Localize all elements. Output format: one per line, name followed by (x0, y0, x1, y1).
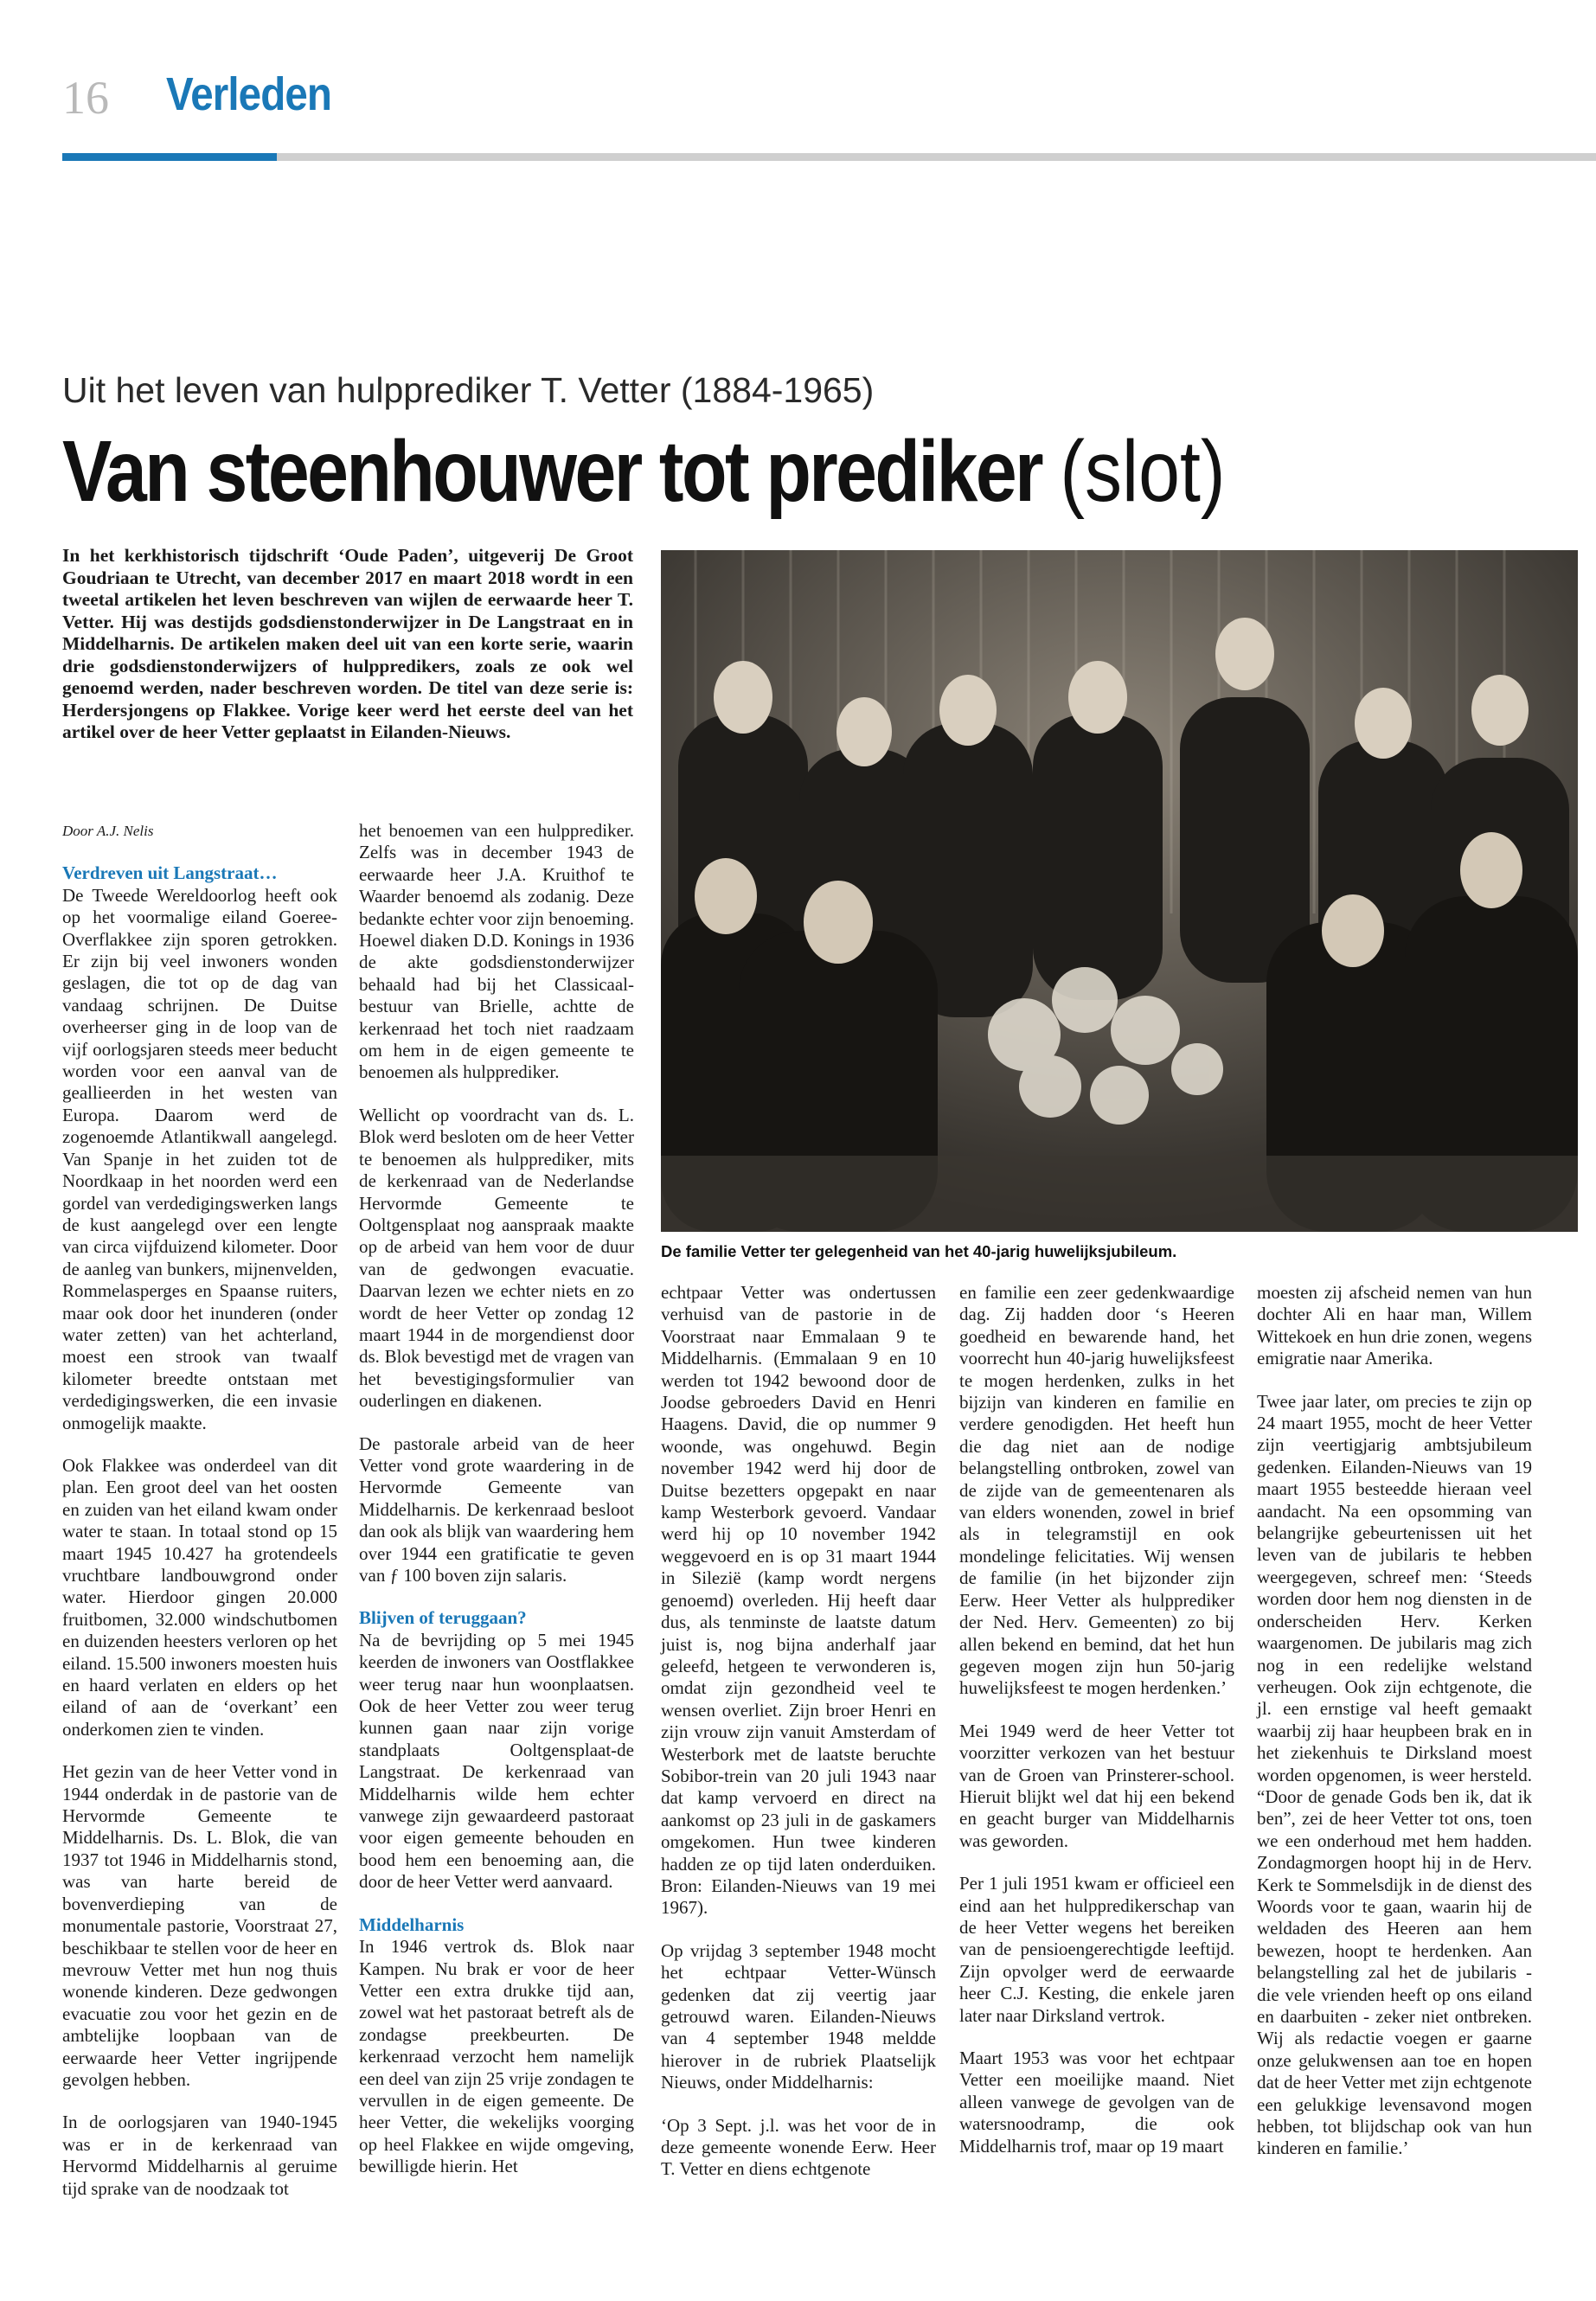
paragraph: ‘Op 3 Sept. j.l. was het voor de in deze gemeente wonende Eerw. Heer T. Vetter en diens echtgenote (661, 2114, 936, 2180)
text-column-2 (359, 820, 634, 2199)
paragraph: Wellicht op voordracht van ds. L. Blok werd besloten om de heer Vetter te benoemen als hulpprediker, mits de kerkenraad van de Nederlandse Hervormde Gemeente te Ooltgensplaat nog aanspraak maakte op de arbeid van hem voor de duur van de gedwongen evacuatie. Daarvan lezen we echter niets en zo wordt de heer Vetter op zondag 12 maart 1944 in de morgendienst door ds. Blok bevestigd met de vragen van het bevestigingsformulier van ouderlingen en diakenen. (359, 1104, 634, 1412)
text-column-1 (62, 820, 337, 2221)
masthead-rule-accent (62, 153, 277, 161)
masthead (62, 67, 1596, 128)
masthead-rule (277, 153, 1596, 161)
paragraph: Op vrijdag 3 september 1948 mocht het echtpaar Vetter-Wünsch gedenken dat zij veertig jaar getrouwd waren. Eilanden-Nieuws van 4 september 1948 meldde hierover in de rubriek Plaatselijk Nieuws, onder Middelharnis: (661, 1939, 936, 2093)
photo-caption: De familie Vetter ter gelegenheid van het 40-jarig huwelijksjubileum. (661, 1242, 1177, 1260)
subheading-blijven: Blijven of teruggaan? (359, 1607, 527, 1629)
paragraph: echtpaar Vetter was ondertussen verhuisd van de pastorie in de Voorstraat naar Emmalaan 9 te Middelharnis. (Emmalaan 9 en 10 werden tot 1942 bewoond door de Joodse gebroeders David en Henri Haagens. David, die op nummer 9 woonde, was ongehuwd. Begin november 1942 werd hij door de Duitse bezetters opgepakt en naar kamp Westerbork gevoerd. Vandaar werd hij op 10 november 1942 weggevoerd en is op 31 maart 1944 in Silezië (kamp wordt nergens genoemd) overleden. Hij heeft daar dus, als tenminste de laatste datum juist is, nog bijna anderhalf jaar geleefd, hetgeen te verwonderen is, omdat zijn gezondheid veel te wensen overliet. Zijn broer Henri en zijn vrouw zijn vanuit Amsterdam of Westerbork met de laatste beruchte Sobibor-trein van 20 juli 1943 naar dat kamp vervoerd en direct na aankomst op 23 juli in de gaskamers omgekomen. Hun twee kinderen hadden ze op tijd laten onderduiken. Bron: Eilanden-Nieuws van 19 mei 1967). (661, 1282, 936, 1919)
paragraph: Per 1 juli 1951 kwam er officieel een eind aan het hulppredikerschap van de heer Vetter wegens het bereiken van de pensioengerechtigde leeftijd. Zijn opvolger werd de eerwaarde heer C.J. Kesting, die enkele jaren later naar Dirksland vertrok. (959, 1873, 1234, 2026)
text-column-3 (661, 1282, 936, 2202)
text-column-4 (959, 1282, 1234, 2178)
article-headline (62, 422, 1225, 522)
article-intro: In het kerkhistorisch tijdschrift ‘Oude Paden’, uitgeverij De Groot Goudriaan te Utrecht, van december 2017 en maart 2018 wordt in een tweetal artikelen het leven beschreven van wijlen de eerwaarde heer T. Vetter. Hij was destijds godsdienstonderwijzer in De Langstraat en in Middelharnis. De artikelen maken deel uit van een korte serie, waarin drie godsdienstonderwijzers of hulppredikers, zoals ze ook wel genoemd werden, nader beschreven worden. De titel van deze serie is: Herdersjongens op Flakkee. Vorige keer werd het eerste deel van het artikel over de heer Vetter geplaatst in Eilanden-Nieuws. (62, 545, 633, 742)
paragraph: Na de bevrijding op 5 mei 1945 keerden de inwoners van Oostflakkee weer terug naar hun woonplaatsen. Ook de heer Vetter zou weer terug kunnen gaan naar zijn vorige standplaats Ooltgensplaat-de Langstraat. De kerkenraad van Middelharnis wilde hem echter vanwege zijn gewaardeerd pastoraat voor eigen gemeente behouden en bood hem een benoeming aan, die door de heer Vetter werd aanvaard. (359, 1629, 634, 1893)
paragraph: De pastorale arbeid van de heer Vetter vond grote waardering in de Hervormde Gemeente van Middelharnis. De kerkenraad besloot dan ook als blijk van waardering hem over 1944 een gratificatie te geven van ƒ 100 boven zijn salaris. (359, 1433, 634, 1586)
family-photo (661, 550, 1578, 1232)
text-column-5 (1257, 1282, 1532, 2181)
subheading-verdreven: Verdreven uit Langstraat… (62, 862, 278, 884)
paragraph: In 1946 vertrok ds. Blok naar Kampen. Nu brak er voor de heer Vetter een extra drukke tijd aan, zowel wat het pastoraat betreft als de zondagse preekbeurten. De kerkenraad verzocht hem namelijk een deel van zijn 25 vrije zondagen te vervullen in de eigen gemeente. De heer Vetter, die wekelijks voorging op heel Flakkee en wijde omgeving, bewilligde hierin. Het (359, 1936, 634, 2177)
paragraph: moesten zij afscheid nemen van hun dochter Ali en haar man, Willem Wittekoek en hun drie zonen, wegens emigratie naar Amerika. (1257, 1282, 1532, 1369)
paragraph: Ook Flakkee was onderdeel van dit plan. Een groot deel van het oosten en zuiden van het eiland kwam onder water te staan. In totaal stond op 15 maart 1945 10.427 ha grotendeels vruchtbare landbouwgrond onder water. Hierdoor gingen 20.000 fruitbomen, 32.000 windschutbomen en duizenden heesters verloren op het eiland. 15.500 inwoners moesten huis en haard verlaten en elders op het eiland of aan de ‘overkant’ een onderkomen zien te vinden. (62, 1454, 337, 1740)
page-number: 16 (62, 72, 109, 124)
paragraph: De Tweede Wereldoorlog heeft ook op het voormalige eiland Goeree-Overflakkee zijn sporen getrokken. Er zijn bij veel inwoners wonden geslagen, die tot op de dag van vandaag schrijnen. De Duitse overheerser ging in de loop van de vijf oorlogsjaren steeds meer beducht worden voor een aanval van de geallieerden in het westen van Europa. Daarom werd de zogenoemde Atlantikwall aangelegd. Van Spanje in het zuiden tot de Noordkaap in het noorden werd een gordel van verdedigingswerken langs de kust aangelegd over een lengte van circa vijfduizend kilometer. Door de aanleg van bunkers, mijnenvelden, Rommelasperges en Spaanse ruiters, maar ook door het inunderen (onder water zetten) van het achterland, moest een strook van twaalf kilometer breedte ontstaan met verdedigingswerken, die een invasie onmogelijk maakte. (62, 884, 337, 1433)
paragraph: het benoemen van een hulpprediker. Zelfs was in december 1943 de eerwaarde heer J.A. Kruithof te Waarder benoemd als zodanig. Deze bedankte echter voor zijn benoeming. Hoewel diaken D.D. Konings in 1936 de akte godsdienstonderwijzer behaald had bij het Classicaal-bestuur van Brielle, achtte de kerkenraad het toch niet raadzaam om hem in de eigen gemeente te benoemen als hulpprediker. (359, 820, 634, 1083)
paragraph: Mei 1949 werd de heer Vetter tot voorzitter verkozen van het bestuur van de Groen van Prinsterer-school. Hieruit blijkt wel dat hij een bekend en geacht burger van Middelharnis was geworden. (959, 1720, 1234, 1851)
headline-suffix: (slot) (1060, 423, 1226, 520)
article-kicker: Uit het leven van hulpprediker T. Vetter (1884-1965) (62, 370, 875, 410)
paragraph: In de oorlogsjaren van 1940-1945 was er in de kerkenraad van Hervormd Middelharnis al geruime tijd sprake van de noodzaak tot (62, 2112, 337, 2199)
paragraph: Twee jaar later, om precies te zijn op 24 maart 1955, mocht de heer Vetter zijn veertigjarig ambtsjubileum gedenken. Eilanden-Nieuws van 19 maart 1955 besteedde hieraan veel aandacht. Na een opsomming van belangrijke gebeurtenissen uit het leven van de jubilaris te hebben weergegeven, schreef men: ‘Steeds worden door hem nog diensten in de onderscheiden Herv. Kerken waargenomen. De jubilaris mag zich nog in een redelijke welstand verheugen. Ook zijn echtgenote, die jl. een ernstige val heeft gemaakt waarbij zij haar heupbeen brak en in het ziekenhuis te Dirksland moest worden opgenomen, is weer hersteld. “Door de genade Gods ben ik, dat ik ben”, zei de heer Vetter tot ons, toen we een onderhoud met hem hadden. Zondagmorgen hoopt hij in de Herv. Kerk te Sommelsdijk in de dienst des Woords voor te gaan, waarin hij de weldaden des Heeren aan hem bewezen, hoopt te herdenken. Aan belangstelling zal het de jubilaris - die vele vrienden heeft op ons eiland en daarbuiten - zeker niet ontbreken. Wij als redactie voegen er gaarne onze gelukwensen aan toe en hopen dat de heer Vetter met zijn echtgenote een gelukkige levensavond mogen hebben, tot blijdschap ook van hun kinderen en familie.’ (1257, 1390, 1532, 2159)
paragraph: en familie een zeer gedenkwaardige dag. Zij hadden door ‘s Heeren goedheid en bewarende hand, het voorrecht hun 40-jarig huwelijksfeest te mogen herdenken, zulks in het bijzijn van kinderen en familie en verdere genodigden. Het heeft hun die dag niet aan de nodige belangstelling ontbroken, zowel van de zijde van de gemeentenaren als van elders wonenden, zowel in brief als in telegramstijl en ook mondelinge felicitaties. Wij wensen de familie (in het bijzonder zijn Eerw. Heer Vetter als hulpprediker der Ned. Herv. Gemeenten) zo bij allen bekend en bemind, dat het hun gegeven mogen zijn hun 50-jarig huwelijksfeest te mogen herdenken.’ (959, 1282, 1234, 1699)
paragraph: Het gezin van de heer Vetter vond in 1944 onderdak in de pastorie van de Hervormde Gemeente te Middelharnis. Ds. L. Blok, die van 1937 tot 1946 in Middelharnis stond, was van harte bereid de bovenverdieping van de monumentale pastorie, Voorstraat 27, beschikbaar te stellen voor de heer en mevrouw Vetter met hun nog thuis wonende kinderen. Deze gedwongen evacuatie zou voor het gezin en de ambtelijke loopbaan van de eerwaarde heer Vetter ingrijpende gevolgen hebben. (62, 1761, 337, 2090)
byline: Door A.J. Nelis (62, 823, 154, 839)
family-photo-illustration (661, 550, 1578, 1232)
paragraph: Maart 1953 was voor het echtpaar Vetter een moeilijke maand. Niet alleen vanwege de gevolgen van de watersnoodramp, die ook Middelharnis trof, maar op 19 maart (959, 2048, 1234, 2157)
section-title: Verleden (166, 68, 332, 120)
subheading-middelharnis: Middelharnis (359, 1913, 465, 1935)
headline-main: Van steenhouwer tot prediker (62, 423, 1042, 520)
